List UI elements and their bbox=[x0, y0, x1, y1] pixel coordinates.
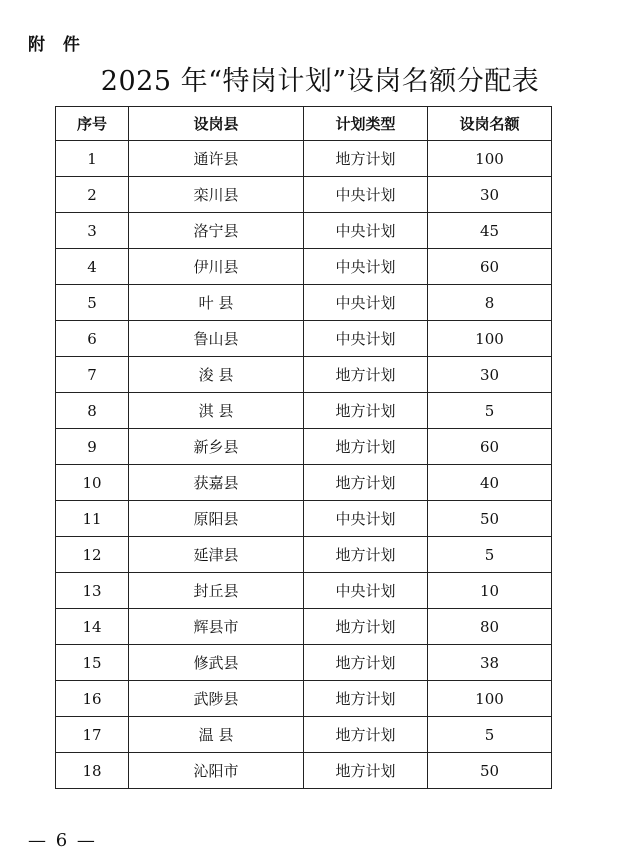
cell-plan-type: 地方计划 bbox=[304, 393, 428, 429]
cell-quota: 80 bbox=[428, 609, 552, 645]
table-row bbox=[56, 429, 552, 465]
cell-plan-type: 中央计划 bbox=[304, 573, 428, 609]
cell-serial-number: 3 bbox=[56, 213, 129, 249]
cell-plan-type: 地方计划 bbox=[304, 141, 428, 177]
header-plan-type: 计划类型 bbox=[304, 107, 428, 141]
header-serial-number: 序号 bbox=[56, 107, 129, 141]
cell-plan-type: 地方计划 bbox=[304, 753, 428, 789]
table-row bbox=[56, 645, 552, 681]
cell-county: 伊川县 bbox=[129, 249, 304, 285]
cell-quota: 8 bbox=[428, 285, 552, 321]
cell-quota: 5 bbox=[428, 717, 552, 753]
cell-serial-number: 13 bbox=[56, 573, 129, 609]
cell-quota: 50 bbox=[428, 501, 552, 537]
table-row bbox=[56, 141, 552, 177]
cell-quota: 30 bbox=[428, 357, 552, 393]
cell-county: 新乡县 bbox=[129, 429, 304, 465]
cell-county: 栾川县 bbox=[129, 177, 304, 213]
cell-serial-number: 18 bbox=[56, 753, 129, 789]
table-row bbox=[56, 321, 552, 357]
table-body bbox=[56, 141, 552, 789]
cell-county: 修武县 bbox=[129, 645, 304, 681]
cell-serial-number: 5 bbox=[56, 285, 129, 321]
table-row bbox=[56, 285, 552, 321]
table-row bbox=[56, 249, 552, 285]
cell-quota: 60 bbox=[428, 429, 552, 465]
cell-plan-type: 中央计划 bbox=[304, 249, 428, 285]
table-row bbox=[56, 537, 552, 573]
table-row bbox=[56, 573, 552, 609]
cell-plan-type: 中央计划 bbox=[304, 213, 428, 249]
cell-serial-number: 15 bbox=[56, 645, 129, 681]
table-row bbox=[56, 501, 552, 537]
cell-county: 获嘉县 bbox=[129, 465, 304, 501]
cell-serial-number: 11 bbox=[56, 501, 129, 537]
cell-quota: 10 bbox=[428, 573, 552, 609]
cell-quota: 5 bbox=[428, 537, 552, 573]
cell-quota: 38 bbox=[428, 645, 552, 681]
cell-serial-number: 6 bbox=[56, 321, 129, 357]
table-row bbox=[56, 393, 552, 429]
cell-serial-number: 17 bbox=[56, 717, 129, 753]
cell-plan-type: 地方计划 bbox=[304, 465, 428, 501]
cell-county: 通许县 bbox=[129, 141, 304, 177]
quota-allocation-table bbox=[55, 106, 552, 789]
document-title: 2025 年“特岗计划”设岗名额分配表 bbox=[100, 66, 540, 97]
cell-plan-type: 中央计划 bbox=[304, 321, 428, 357]
table-row bbox=[56, 609, 552, 645]
cell-serial-number: 8 bbox=[56, 393, 129, 429]
cell-serial-number: 10 bbox=[56, 465, 129, 501]
cell-county: 温 县 bbox=[129, 717, 304, 753]
cell-quota: 100 bbox=[428, 321, 552, 357]
cell-plan-type: 地方计划 bbox=[304, 537, 428, 573]
table-row bbox=[56, 357, 552, 393]
table-row bbox=[56, 753, 552, 789]
cell-quota: 60 bbox=[428, 249, 552, 285]
cell-county: 淇 县 bbox=[129, 393, 304, 429]
cell-serial-number: 9 bbox=[56, 429, 129, 465]
cell-county: 武陟县 bbox=[129, 681, 304, 717]
cell-serial-number: 2 bbox=[56, 177, 129, 213]
cell-county: 浚 县 bbox=[129, 357, 304, 393]
cell-county: 沁阳市 bbox=[129, 753, 304, 789]
table-row bbox=[56, 717, 552, 753]
cell-plan-type: 地方计划 bbox=[304, 645, 428, 681]
header-county: 设岗县 bbox=[129, 107, 304, 141]
cell-serial-number: 16 bbox=[56, 681, 129, 717]
cell-plan-type: 地方计划 bbox=[304, 609, 428, 645]
cell-county: 封丘县 bbox=[129, 573, 304, 609]
cell-plan-type: 地方计划 bbox=[304, 357, 428, 393]
cell-county: 洛宁县 bbox=[129, 213, 304, 249]
cell-quota: 100 bbox=[428, 141, 552, 177]
cell-county: 辉县市 bbox=[129, 609, 304, 645]
cell-serial-number: 12 bbox=[56, 537, 129, 573]
header-quota: 设岗名额 bbox=[428, 107, 552, 141]
cell-county: 延津县 bbox=[129, 537, 304, 573]
cell-plan-type: 地方计划 bbox=[304, 717, 428, 753]
table-row bbox=[56, 177, 552, 213]
cell-plan-type: 中央计划 bbox=[304, 177, 428, 213]
cell-quota: 5 bbox=[428, 393, 552, 429]
cell-serial-number: 4 bbox=[56, 249, 129, 285]
cell-county: 叶 县 bbox=[129, 285, 304, 321]
cell-plan-type: 地方计划 bbox=[304, 429, 428, 465]
table-header-row bbox=[56, 107, 552, 141]
cell-serial-number: 1 bbox=[56, 141, 129, 177]
cell-quota: 50 bbox=[428, 753, 552, 789]
cell-plan-type: 地方计划 bbox=[304, 681, 428, 717]
cell-quota: 45 bbox=[428, 213, 552, 249]
cell-plan-type: 中央计划 bbox=[304, 501, 428, 537]
table-row bbox=[56, 213, 552, 249]
table-row bbox=[56, 465, 552, 501]
cell-quota: 30 bbox=[428, 177, 552, 213]
attachment-label: 附 件 bbox=[28, 35, 86, 55]
cell-serial-number: 14 bbox=[56, 609, 129, 645]
cell-serial-number: 7 bbox=[56, 357, 129, 393]
cell-quota: 100 bbox=[428, 681, 552, 717]
cell-county: 鲁山县 bbox=[129, 321, 304, 357]
cell-quota: 40 bbox=[428, 465, 552, 501]
table-row bbox=[56, 681, 552, 717]
cell-county: 原阳县 bbox=[129, 501, 304, 537]
page-number: — 6 — bbox=[28, 830, 97, 851]
cell-plan-type: 中央计划 bbox=[304, 285, 428, 321]
